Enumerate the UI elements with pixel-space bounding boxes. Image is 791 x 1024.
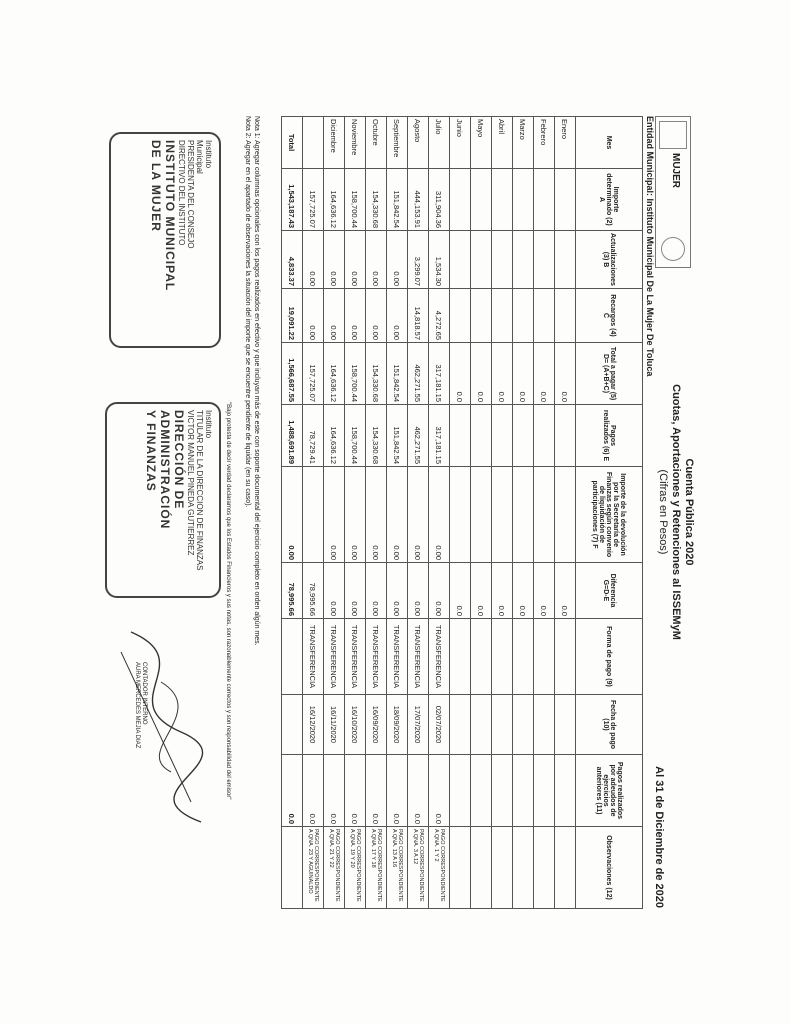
signer-name: AURA MERCEDES MEJIA DIAZ: [133, 662, 140, 749]
stamp-text: DIRECTIVO DEL INSTITUTO: [176, 140, 186, 246]
cell-observaciones: PAGO CORRESPONDIENTE A QNA. 21 Y 22: [323, 827, 344, 909]
cell-actualizaciones: 0.00: [386, 231, 407, 289]
cell-importe: 444,153.91: [407, 169, 428, 231]
cell-actualizaciones: [449, 231, 470, 289]
cell-mes: Septiembre: [386, 117, 407, 169]
cell-devolucion: [449, 467, 470, 563]
table-row: [533, 117, 554, 909]
cell-ejercicios-anteriores: 0.0: [365, 755, 386, 827]
cell-importe: [491, 169, 512, 231]
cell-importe: 151,842.54: [386, 169, 407, 231]
cell-forma-pago: TRANSFERENCIA: [386, 619, 407, 695]
report-title-line2: Cuotas, Aportaciones y Retenciones al ISSEMyM: [669, 384, 682, 640]
cell-fecha-pago: 16/11/2020: [323, 695, 344, 755]
cell-diferencia: 78,995.66: [302, 563, 323, 619]
stamp-instituto-mujer: [109, 132, 221, 348]
total-anteriores: 0.0: [281, 755, 302, 827]
cell-diferencia: 0.00: [365, 563, 386, 619]
report-title-line3: (Cifras en Pesos): [656, 469, 669, 555]
cell-diferencia: 0.0: [533, 563, 554, 619]
stamp-title: ADMINISTRACIÓN: [157, 410, 172, 530]
cell-total-pagar: 151,842.54: [386, 343, 407, 405]
contributions-table: [281, 116, 643, 909]
total-b: 4,833.37: [281, 231, 302, 289]
col-header: Mes: [575, 117, 642, 169]
stamp-text: Instituto: [203, 410, 213, 439]
cell-total-pagar: 0.0: [470, 343, 491, 405]
stamp-text: VICTOR MANUEL PINEDA GUTIERREZ: [185, 410, 195, 556]
cell-recargos: [491, 289, 512, 343]
cell-importe: [533, 169, 554, 231]
table-row: [323, 117, 344, 909]
total-a: 1,543,187.43: [281, 169, 302, 231]
col-header: Importe de la devolución por la Secretaría de Finanzas según convenio de liquidación de participaciones (7) F: [575, 467, 642, 563]
cell-ejercicios-anteriores: [470, 755, 491, 827]
cell-forma-pago: TRANSFERENCIA: [323, 619, 344, 695]
cell-recargos: 0.00: [302, 289, 323, 343]
cell-forma-pago: TRANSFERENCIA: [428, 619, 449, 695]
cell-forma-pago: TRANSFERENCIA: [344, 619, 365, 695]
cell-actualizaciones: 3,299.07: [407, 231, 428, 289]
cell-total-pagar: 154,330.68: [365, 343, 386, 405]
cell-diferencia: 0.0: [449, 563, 470, 619]
cell-devolucion: 0.00: [323, 467, 344, 563]
cell-mes: Febrero: [533, 117, 554, 169]
table-row: [554, 117, 575, 909]
col-header: Pagos realizados (6) E: [575, 405, 642, 467]
cell-pagos-realizados: 317,181.15: [428, 405, 449, 467]
table-row: [407, 117, 428, 909]
cell-diferencia: 0.00: [386, 563, 407, 619]
table-row: [491, 117, 512, 909]
cell-devolucion: [470, 467, 491, 563]
cell-forma-pago: [449, 619, 470, 695]
total-obs: [281, 827, 302, 909]
cell-ejercicios-anteriores: 0.0: [386, 755, 407, 827]
cell-forma-pago: [533, 619, 554, 695]
cell-actualizaciones: [512, 231, 533, 289]
rotated-document: [91, 102, 701, 922]
cell-pagos-realizados: 78,729.41: [302, 405, 323, 467]
cell-ejercicios-anteriores: [449, 755, 470, 827]
logo-text: MUJER: [669, 153, 681, 189]
cell-observaciones: PAGO CORRESPONDIENTE A QNA. 13 A 16: [386, 827, 407, 909]
cell-actualizaciones: 1,534.30: [428, 231, 449, 289]
total-d: 1,566,687.55: [281, 343, 302, 405]
cell-recargos: [533, 289, 554, 343]
cell-devolucion: [533, 467, 554, 563]
cell-total-pagar: 158,700.44: [344, 343, 365, 405]
cell-forma-pago: [554, 619, 575, 695]
signer-role: CONTADOR INTERNO: [140, 662, 147, 725]
cell-fecha-pago: 17/07/2020: [407, 695, 428, 755]
col-header: Pagos realizados por adeudos de ejercicios anteriores (11): [575, 755, 642, 827]
cell-ejercicios-anteriores: [554, 755, 575, 827]
cell-mes: Diciembre: [323, 117, 344, 169]
cell-forma-pago: [512, 619, 533, 695]
cell-pagos-realizados: 151,842.54: [386, 405, 407, 467]
cell-importe: [449, 169, 470, 231]
cell-devolucion: [491, 467, 512, 563]
cell-mes: Mayo: [470, 117, 491, 169]
note-2: Nota 2: Agregar en el apartado de observaciones la situación del importe que se encuentre pendiente de liquidar (en su caso).: [243, 116, 251, 508]
cell-recargos: [554, 289, 575, 343]
cell-mes: Marzo: [512, 117, 533, 169]
cell-importe: 157,725.07: [302, 169, 323, 231]
cell-forma-pago: TRANSFERENCIA: [302, 619, 323, 695]
cell-devolucion: 0.00: [365, 467, 386, 563]
cell-actualizaciones: [470, 231, 491, 289]
cell-diferencia: 0.00: [344, 563, 365, 619]
cell-recargos: [512, 289, 533, 343]
cell-fecha-pago: [533, 695, 554, 755]
cell-devolucion: [512, 467, 533, 563]
total-c: 19,091.22: [281, 289, 302, 343]
cell-pagos-realizados: [491, 405, 512, 467]
stamp-text: Instituto: [203, 140, 213, 169]
cell-fecha-pago: [449, 695, 470, 755]
cell-devolucion: 0.00: [407, 467, 428, 563]
cell-fecha-pago: 02/07/2020: [428, 695, 449, 755]
col-header: Total a pagar (5) D= (A+B+C): [575, 343, 642, 405]
cell-observaciones: PAGO CORRESPONDIENTE A QNA. 3 A 12: [407, 827, 428, 909]
disclaimer: "Bajo protesta de decir verdad declaramos que los Estados Financieros y sus notas, son razonablemente correctos y son responsabilidad del emisor": [224, 402, 231, 800]
col-header: Importe determinado (2) A: [575, 169, 642, 231]
table-row: [365, 117, 386, 909]
cell-devolucion: 0.00: [428, 467, 449, 563]
table-row: [386, 117, 407, 909]
cell-diferencia: 0.0: [554, 563, 575, 619]
cell-total-pagar: 0.0: [491, 343, 512, 405]
cell-actualizaciones: 0.00: [323, 231, 344, 289]
cell-observaciones: [449, 827, 470, 909]
cell-recargos: [470, 289, 491, 343]
cell-pagos-realizados: 462,271.55: [407, 405, 428, 467]
cell-observaciones: [491, 827, 512, 909]
cell-ejercicios-anteriores: 0.0: [407, 755, 428, 827]
cell-actualizaciones: [491, 231, 512, 289]
col-header: Recargos (4) C: [575, 289, 642, 343]
cell-fecha-pago: [470, 695, 491, 755]
cell-fecha-pago: [491, 695, 512, 755]
note-1: Nota 1: Agregar columnas opcionales con los pagos realizados en efectivo y que incluyan más de este con soporte documental del ejercicio completo en orden algún mes.: [252, 116, 260, 646]
stamp-text: TITULAR DE LA DIRECCION DE FINANZAS: [194, 410, 204, 571]
table-row: [302, 117, 323, 909]
cell-actualizaciones: 0.00: [302, 231, 323, 289]
cell-importe: 158,700.44: [344, 169, 365, 231]
table-row: [344, 117, 365, 909]
cell-mes: Abril: [491, 117, 512, 169]
col-header: Forma de pago (9): [575, 619, 642, 695]
stamp-text: Municipal: [194, 140, 204, 174]
cell-mes: Agosto: [407, 117, 428, 169]
cell-observaciones: PAGO CORRESPONDIENTE A QNA. 23 Y AGUINALDO: [302, 827, 323, 909]
cell-diferencia: 0.0: [491, 563, 512, 619]
cell-observaciones: PAGO CORRESPONDIENTE A QNA. 17 Y 18: [365, 827, 386, 909]
cell-diferencia: 0.00: [428, 563, 449, 619]
cell-recargos: 14,818.57: [407, 289, 428, 343]
cell-recargos: 4,272.65: [428, 289, 449, 343]
cell-importe: [512, 169, 533, 231]
cell-fecha-pago: 16/10/2020: [344, 695, 365, 755]
cell-ejercicios-anteriores: [533, 755, 554, 827]
cell-observaciones: [533, 827, 554, 909]
cell-pagos-realizados: [470, 405, 491, 467]
cell-actualizaciones: [533, 231, 554, 289]
col-header: Diferencia G=D-E: [575, 563, 642, 619]
cell-forma-pago: TRANSFERENCIA: [407, 619, 428, 695]
cell-devolucion: [302, 467, 323, 563]
cell-recargos: 0.00: [365, 289, 386, 343]
cell-diferencia: 0.0: [512, 563, 533, 619]
stamp-title: DE LA MUJER: [148, 140, 163, 232]
table-header-row: [575, 117, 642, 909]
cell-importe: 164,636.12: [323, 169, 344, 231]
cell-actualizaciones: 0.00: [344, 231, 365, 289]
cell-fecha-pago: 18/09/2020: [386, 695, 407, 755]
cell-recargos: 0.00: [323, 289, 344, 343]
total-fecha: [281, 695, 302, 755]
total-label: Total: [281, 117, 302, 169]
cell-total-pagar: 462,271.55: [407, 343, 428, 405]
stamp-text: PRESIDENTA DEL CONSEJO: [185, 140, 195, 249]
total-row: [281, 117, 302, 909]
cell-recargos: 0.00: [344, 289, 365, 343]
table-row: [512, 117, 533, 909]
cell-forma-pago: [491, 619, 512, 695]
cell-pagos-realizados: 158,700.44: [344, 405, 365, 467]
total-forma: [281, 619, 302, 695]
entity-name: Entidad Municipal: Instituto Municipal De La Mujer De Toluca: [644, 116, 655, 377]
cell-diferencia: 0.00: [407, 563, 428, 619]
handwritten-signature-icon: [101, 622, 221, 842]
cell-observaciones: PAGO CORRESPONDIENTE A QNA. 1 Y 2: [428, 827, 449, 909]
cell-ejercicios-anteriores: 0.0: [302, 755, 323, 827]
cell-total-pagar: 0.0: [533, 343, 554, 405]
cell-importe: 311,904.36: [428, 169, 449, 231]
cell-ejercicios-anteriores: 0.0: [323, 755, 344, 827]
cell-recargos: 0.00: [386, 289, 407, 343]
col-header: Observaciones (12): [575, 827, 642, 909]
cell-total-pagar: 0.0: [554, 343, 575, 405]
cell-devolucion: 0.00: [344, 467, 365, 563]
cell-total-pagar: 0.0: [449, 343, 470, 405]
col-header: Fecha de pago (10): [575, 695, 642, 755]
cell-mes: Julio: [428, 117, 449, 169]
cell-fecha-pago: [512, 695, 533, 755]
col-header: Actualizaciones (3) B: [575, 231, 642, 289]
cell-pagos-realizados: 164,636.12: [323, 405, 344, 467]
cell-diferencia: 0.00: [323, 563, 344, 619]
cell-total-pagar: 164,636.12: [323, 343, 344, 405]
cell-fecha-pago: 16/09/2020: [365, 695, 386, 755]
cell-observaciones: [512, 827, 533, 909]
cell-fecha-pago: 16/12/2020: [302, 695, 323, 755]
cell-fecha-pago: [554, 695, 575, 755]
total-f: 0.00: [281, 467, 302, 563]
cell-pagos-realizados: [533, 405, 554, 467]
cell-total-pagar: 0.0: [512, 343, 533, 405]
signature-block: [101, 622, 221, 842]
signer-info: [133, 662, 147, 748]
cell-mes: Noviembre: [344, 117, 365, 169]
cell-actualizaciones: [554, 231, 575, 289]
cell-pagos-realizados: 154,330.68: [365, 405, 386, 467]
total-e: 1,488,691.89: [281, 405, 302, 467]
cell-pagos-realizados: [554, 405, 575, 467]
cell-mes: [302, 117, 323, 169]
cell-importe: 154,330.68: [365, 169, 386, 231]
stamp-title: INSTITUTO MUNICIPAL: [162, 140, 177, 292]
stamp-title: DIRECCIÓN DE: [171, 410, 186, 510]
cell-total-pagar: 317,181.15: [428, 343, 449, 405]
cell-observaciones: [470, 827, 491, 909]
cell-observaciones: [554, 827, 575, 909]
table-row: [428, 117, 449, 909]
cell-mes: Enero: [554, 117, 575, 169]
cell-diferencia: 0.0: [470, 563, 491, 619]
cell-forma-pago: TRANSFERENCIA: [365, 619, 386, 695]
table-body: [302, 117, 575, 909]
stamp-title: Y FINANZAS: [143, 410, 158, 492]
cell-pagos-realizados: [449, 405, 470, 467]
cell-mes: Junio: [449, 117, 470, 169]
cell-total-pagar: 157,725.07: [302, 343, 323, 405]
cell-devolucion: [554, 467, 575, 563]
cell-importe: [554, 169, 575, 231]
cell-observaciones: PAGO CORRESPONDIENTE A QNA. 19 Y 20: [344, 827, 365, 909]
stamp-admin-finanzas: [105, 402, 221, 598]
cell-ejercicios-anteriores: 0.0: [428, 755, 449, 827]
table-row: [470, 117, 491, 909]
report-title-line1: Cuenta Pública 2020: [682, 458, 695, 566]
cell-ejercicios-anteriores: 0.0: [344, 755, 365, 827]
total-g: 78,995.66: [281, 563, 302, 619]
cell-ejercicios-anteriores: [512, 755, 533, 827]
cell-devolucion: 0.00: [386, 467, 407, 563]
cell-recargos: [449, 289, 470, 343]
cell-importe: [470, 169, 491, 231]
cell-pagos-realizados: [512, 405, 533, 467]
cutoff-date: Al 31 de Diciembre de 2020: [652, 766, 665, 908]
cell-mes: Octubre: [365, 117, 386, 169]
table-row: [449, 117, 470, 909]
cell-ejercicios-anteriores: [491, 755, 512, 827]
cell-forma-pago: [470, 619, 491, 695]
cell-actualizaciones: 0.00: [365, 231, 386, 289]
footnotes: [243, 116, 261, 876]
